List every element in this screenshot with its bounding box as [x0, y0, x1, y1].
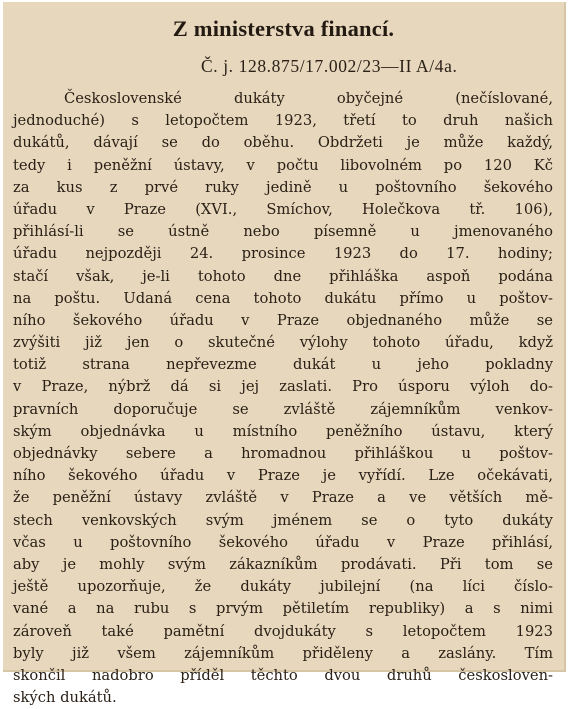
text-line: skončil nadobro příděl těchto dvou druhů českosloven- [13, 666, 553, 684]
text-line: v Praze, nýbrž dá si jej zaslati. Pro úsporu výloh do- [13, 378, 553, 396]
text-line: totiž strana nepřevezme dukát u jeho pokladny [13, 356, 553, 374]
text-line: za kus z prvé ruky jedině u poštovního šekového [13, 178, 553, 196]
reference-number: Č. j. 128.875/17.002/23—II A/4a. [201, 56, 458, 76]
text-line: stačí však, je-li tohoto dne přihláška aspoň podána [13, 267, 553, 285]
text-line: úřadu nejpozději 24. prosince 1923 do 17. hodiny; [13, 245, 553, 263]
text-line: Československé dukáty obyčejné (nečíslované, [64, 90, 553, 107]
text-line: objednávky sebere a hromadnou přihláškou u poštov- [13, 445, 553, 462]
text-line: zároveň také pamětní dvojdukáty s letopočtem 1923 [13, 622, 553, 640]
text-line: ským objednávka u místního peněžního ústavu, který [13, 422, 553, 440]
text-line: stech venkovských svým jménem se o tyto dukáty [13, 511, 553, 529]
text-line: úřadu v Praze (XVI., Smíchov, Holečkova tř. 106), [13, 200, 553, 218]
text-line: na poštu. Udaná cena tohoto dukátu přímo u poštov- [13, 289, 553, 307]
text-line: tedy i peněžní ústavy, v počtu libovolném po 120 Kč [13, 156, 553, 174]
text-line: byly již všem zájemníkům přiděleny a zaslány. Tím [13, 644, 553, 662]
text-line: pravních doporučuje se zvláště zájemníkům venkov- [13, 400, 553, 418]
text-line: přihlásí-li se ústně nebo písemně u jmenovaného [13, 223, 553, 241]
text-line: ního šekového úřadu v Praze objednaného může se [13, 311, 553, 329]
text-line: vané a na rubu s prvým pětiletím republiky) a s nimi [13, 600, 553, 618]
text-line: ských dukátů. [13, 689, 117, 707]
text-line: dukátů, dávají se do oběhu. Obdržeti je může každý, [13, 134, 553, 152]
text-line: ještě upozorňuje, že dukáty jubilejní (na líci číslo- [13, 578, 553, 596]
article-body [13, 88, 553, 709]
text-line: že peněžní ústavy zvláště v Praze a ve větších mě- [13, 489, 553, 507]
text-line: aby je mohly svým zákazníkům prodávati. Při tom se [13, 555, 553, 573]
article-title: Z ministerstva financí. [172, 16, 395, 41]
text-line: ního šekového úřadu v Praze je vyřídí. Lze očekávati, [13, 467, 553, 485]
text-line: včas u poštovního šekového úřadu v Praze přihlásí, [13, 533, 553, 551]
text-line: zvýšiti již jen o skutečné výlohy tohoto úřadu, když [13, 334, 553, 352]
newspaper-clipping [3, 2, 566, 707]
text-line: jednoduché) s letopočtem 1923, třetí to druh našich [13, 112, 553, 130]
